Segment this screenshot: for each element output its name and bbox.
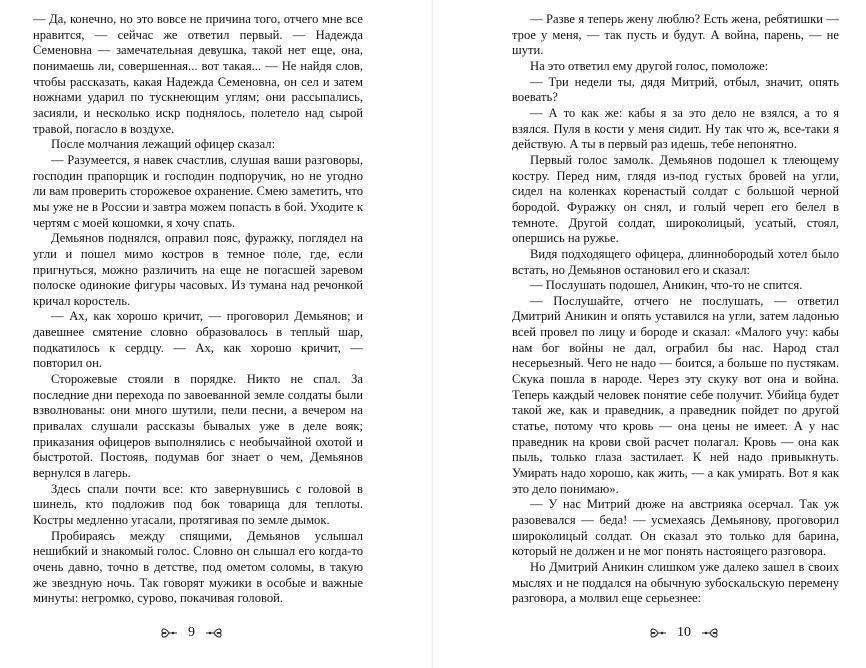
right-page [433,0,866,668]
paragraph: — Да, конечно, но это вовсе не причина того, отчего мне все нравится, — сейчас же ответил первый. — Надежда Семеновна — замечательная девушка, такой нет еще, она, понимаешь ли, совершенная... вот такая... — Не найдя слов, чтобы рассказать, какая Надежда Семеновна, он сел и затем ножнами ударил по тускнеющим углям; они рассыпались, засияли, и несколько искр поднялось, полетело над сырой травой, погасло в воздухе. [33,12,363,136]
page-number: 9 [188,625,195,640]
paragraph: После молчания лежащий офицер сказал: [51,137,276,152]
paragraph: — Три недели ты, дядя Митрий, отбыл, значит, опять воевать? [512,74,839,105]
paragraph: На это ответил ему другой голос, помоложе: [530,58,769,73]
paragraph: Видя подходящего офицера, длиннобородый хотел было встать, но Демьянов остановил его и сказал: [512,246,839,277]
paragraph: — У нас Митрий дюже на австрияка осерчал. Так уж разовевался — беда! — усмехаясь Демьянову, проговорил широколицый солдат. Он сказал это только для барина, который не должен и не мог понять настоящего разговора. [512,497,839,559]
paragraph: — Послушать подошел, Аникин, что-то не спится. [530,278,803,293]
fleuron-icon [649,626,667,640]
page-footer [649,625,719,641]
paragraph: Пробираясь между спящими, Демьянов услышал нешибкий и знакомый голос. Словно он слышал его когда-то очень давно, точно в детстве, под ометом соломы, в такую же звездную ночь. Так говорят мужики в особые и важные минуты: негромко, сурово, покачивая головой. [33,528,363,606]
paragraph: Здесь спали почти все: кто завернувшись с головой в шинель, кто подложив под бок товарища для теплоты. Костры медленно угасали, протягивая по земле дымок. [33,481,363,527]
page-footer [160,625,223,641]
paragraph: — Разумеется, я навек счастлив, слушая ваши разговоры, господин прапорщик и господин подпоручик, но не угодно ли вам проверить сторожевое охранение. Смею заметить, что мы уже не в России и завтра можем попасть в бой. Уходите к чертям с моей кошомки, я хочу спать. [33,152,363,230]
paragraph: — Послушайте, отчего не послушать, — ответил Дмитрий Аникин и опять уставился на угли, затем ладонью всей провел по лицу и бороде и сказал: «Малого учу: кабы нам бог войны не дал, ограбил бы нас. Народ стал несерьезный. Чего не надо — боится, а больше по пустякам. Скука пошла в народе. Через эту скуку вот она и война. Теперь каждый человек понятие себе получит. Убийца будет такой же, как и праведник, а праведник пойдет по другой статье, потому что кровь — она цены не имеет. А у нас праведник на крови свой расчет полагал. Кровь — она как пыль, только глаза застилает. К ней надо привыкнуть. Умирать надо хорошо, как жить, — а как умирать. Вот я как это дело понимаю». [512,293,839,496]
paragraph: — Разве я теперь жену люблю? Есть жена, ребятишки — трое у меня, — так пусть и будут. А война, парень, — не шути. [512,12,839,58]
fleuron-icon [205,626,223,640]
right-page-text [512,12,839,607]
fleuron-icon [160,626,178,640]
left-page-text [33,12,363,607]
paragraph: — А то как же: кабы я за это дело не взялся, а то я взялся. Пуля в кости у меня сидит. Ну так что ж, все-таки я действую. А ты в первый раз идешь, тебе непонятно. [512,105,839,152]
paragraph: — Ах, как хорошо кричит, — проговорил Демьянов; и давешнее смятение словно образовалось в теплый шар, подкатилось к сердцу. — Ах, как хорошо кричит, — повторил он. [33,309,363,371]
paragraph: Но Дмитрий Аникин слишком уже далеко зашел в своих мыслях и не поддался на обычную зубоскальскую перемену разговора, а молвил еще серьезнее: [512,559,839,606]
fleuron-icon [701,626,719,640]
paragraph: Демьянов поднялся, оправил пояс, фуражку, поглядел на угли и пошел мимо костров в темное поле, где, если пригнуться, можно различить на еще не погасшей заревом полоске одинокие фигуры часовых. Из тумана над речонкой кричал коростель. [33,231,363,308]
page-number: 10 [677,625,691,640]
paragraph: Сторожевые стояли в порядке. Никто не спал. За последние дни перехода по завоеванной земле солдаты были взволнованы: они много шутили, пели песни, а вечером на привалах слушали рассказы бывалых уже в деле вояк; приказания офицеров выполнялись с необычайной охотой и быстротой. Постояв, подумав бог знает о чем, Демьянов вернулся в лагерь. [33,372,363,481]
paragraph: Первый голос замолк. Демьянов подошел к тлеющему костру. Перед ним, глядя из-под густых бровей на угли, сидел на коленках коренастый солдат с большой черной бородой. Фуражку он снял, и голый череп его белел в темноте. Другой солдат, широколицый, усатый, стоял, опершись на ружье. [512,152,839,246]
